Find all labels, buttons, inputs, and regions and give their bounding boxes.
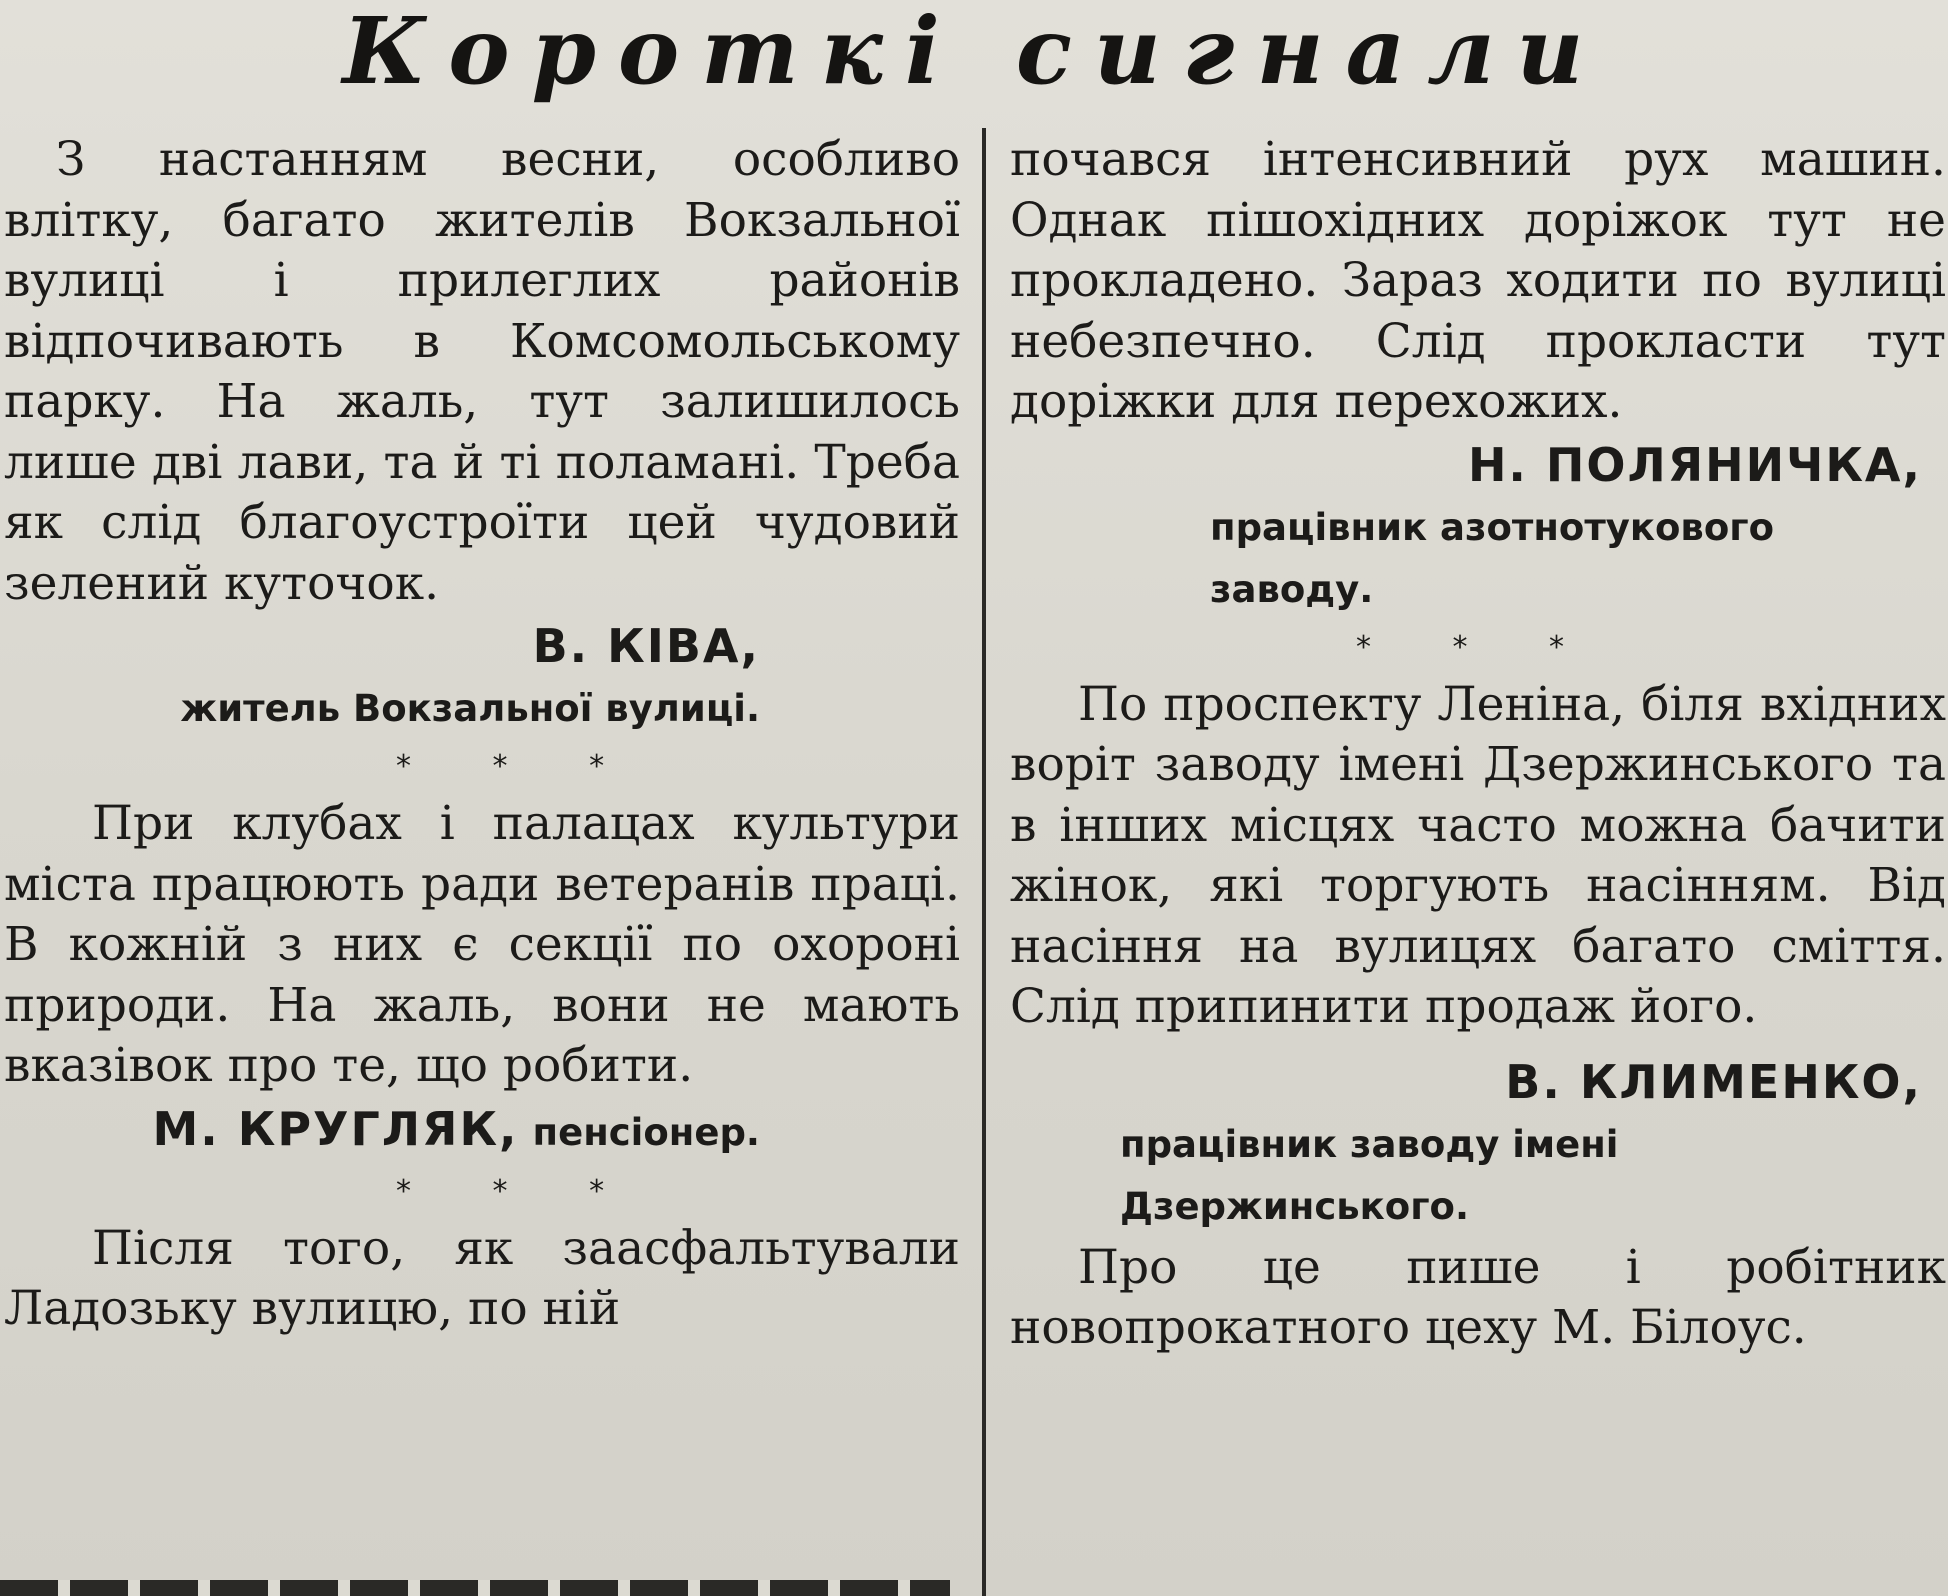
left-column — [4, 130, 960, 1340]
article-item4 — [1010, 675, 1946, 1038]
article-item5-text: Про це пише і робітник новопрокатного цеху М. Білоус. — [1010, 1239, 1946, 1355]
article-item3-start — [4, 1219, 960, 1340]
article-item1 — [4, 130, 960, 614]
right-column — [1010, 130, 1946, 1359]
section-heading: Короткі сигнали — [342, 0, 1606, 105]
separator-stars: * * * — [396, 1173, 641, 1209]
column-divider — [982, 128, 986, 1596]
item1-author: В. КІВА, — [532, 619, 760, 673]
item2-author: М. КРУГЛЯК, — [152, 1101, 519, 1156]
item3-author: Н. ПОЛЯНИЧКА, — [1467, 437, 1922, 492]
item1-author-role: житель Вокзальної вулиці. — [180, 687, 760, 730]
separator-stars: * * * — [1355, 629, 1601, 665]
article-item2 — [4, 794, 960, 1097]
bottom-decorative-rule — [0, 1580, 950, 1596]
article-item3-text-start: Після того, як заасфальтували Ладозьку вулицю, по ній — [4, 1220, 960, 1336]
article-item3-end: почався інтенсивний рух машин. Однак пішохідних доріжок тут не прокладено. Зараз ходити по вулиці небезпечно. Слід прокласти тут доріжки для перехожих. — [1010, 132, 1946, 429]
item4-author-role: працівник заводу імені Дзержинського. — [1120, 1122, 1619, 1228]
article-item1-text: З настанням весни, особливо влітку, багато жителів Вокзальної вулиці і прилеглих районів відпочивають в Комсомольському парку. На жаль, тут залишилось лише дві лави, та й ті поламані. Треба як слід благоустроїти цей чудовий зелений куточок. — [4, 132, 960, 611]
separator-stars: * * * — [396, 749, 641, 784]
article-item4-text: По проспекту Леніна, біля вхідних воріт заводу імені Дзержинського та в інших місцях часто можна бачити жінок, які торгують насінням. Від насіння на вулицях багато сміття. Слід припинити продаж його. — [1010, 676, 1946, 1034]
article-item2-text: При клубах і палацах культури міста працюють ради ветеранів праці. В кожній з них є секції по охороні природи. На жаль, вони не мають вказівок про те, що робити. — [4, 796, 960, 1093]
item2-signature — [4, 1097, 960, 1165]
item2-author-role: пенсіонер. — [532, 1110, 760, 1154]
item4-author: В. КЛИМЕНКО, — [1505, 1054, 1922, 1109]
article-item5 — [1010, 1238, 1946, 1359]
item3-author-role: працівник азотнотукового заводу. — [1210, 505, 1775, 611]
